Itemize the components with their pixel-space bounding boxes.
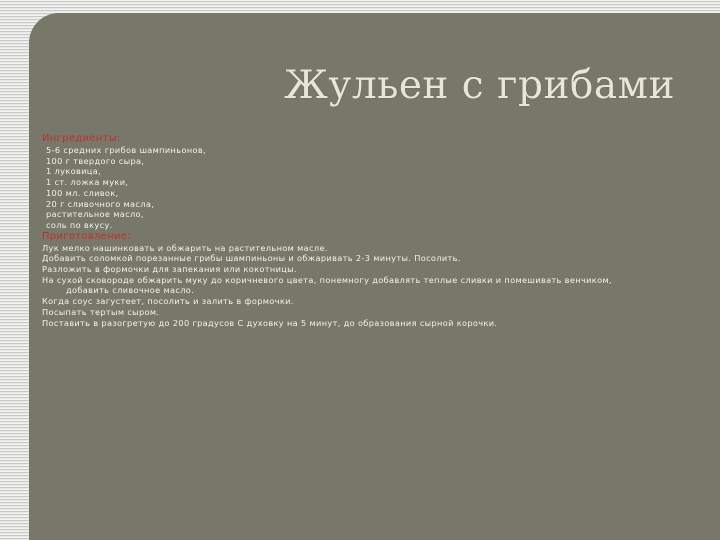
- ingredient-item: растительное масло,: [46, 209, 144, 220]
- ingredient-item: 20 г сливочного масла,: [46, 198, 155, 209]
- ingredient-item: 1 луковица,: [46, 166, 102, 177]
- preparation-step: Добавить соломкой порезанные грибы шампиньоны и обжаривать 2-3 минуты. Посолить.: [42, 253, 461, 264]
- slide-title: Жульен с грибами: [284, 63, 675, 108]
- preparation-step: Поставить в разогретую до 200 градусов С духовку на 5 минут, до образования сырной корочки.: [42, 317, 498, 328]
- recipe-content: [42, 133, 702, 328]
- ingredients-list: [42, 145, 702, 231]
- preparation-step: Посыпать тертым сыром.: [42, 306, 160, 317]
- ingredient-item: 100 мл. сливок,: [46, 187, 119, 198]
- ingredients-heading: Ингредиенты:: [42, 133, 121, 144]
- preparation-step: Разложить в формочки для запекания или кокотницы.: [42, 264, 297, 275]
- preparation-step: На сухой сковороде обжарить муку до коричневого цвета, понемногу добавлять теплые сливки и помешивать венчиком,: [42, 274, 612, 285]
- preparation-step: Когда соус загустеет, посолить и залить в формочки.: [42, 296, 294, 307]
- ingredient-item: 5-6 средних грибов шампиньонов,: [46, 145, 206, 155]
- preparation-step-continuation: добавить сливочное масло.: [66, 285, 195, 296]
- preparation-heading: Приготовление:: [42, 230, 131, 242]
- ingredient-item: соль по вкусу.: [46, 219, 113, 230]
- ingredient-item: 1 ст. ложка муки,: [46, 177, 129, 188]
- slide-panel: [29, 13, 720, 540]
- preparation-steps: [42, 243, 702, 329]
- preparation-step: Лук мелко нашинковать и обжарить на растительном масле.: [42, 242, 328, 253]
- ingredient-item: 100 г твердого сыра,: [46, 155, 145, 166]
